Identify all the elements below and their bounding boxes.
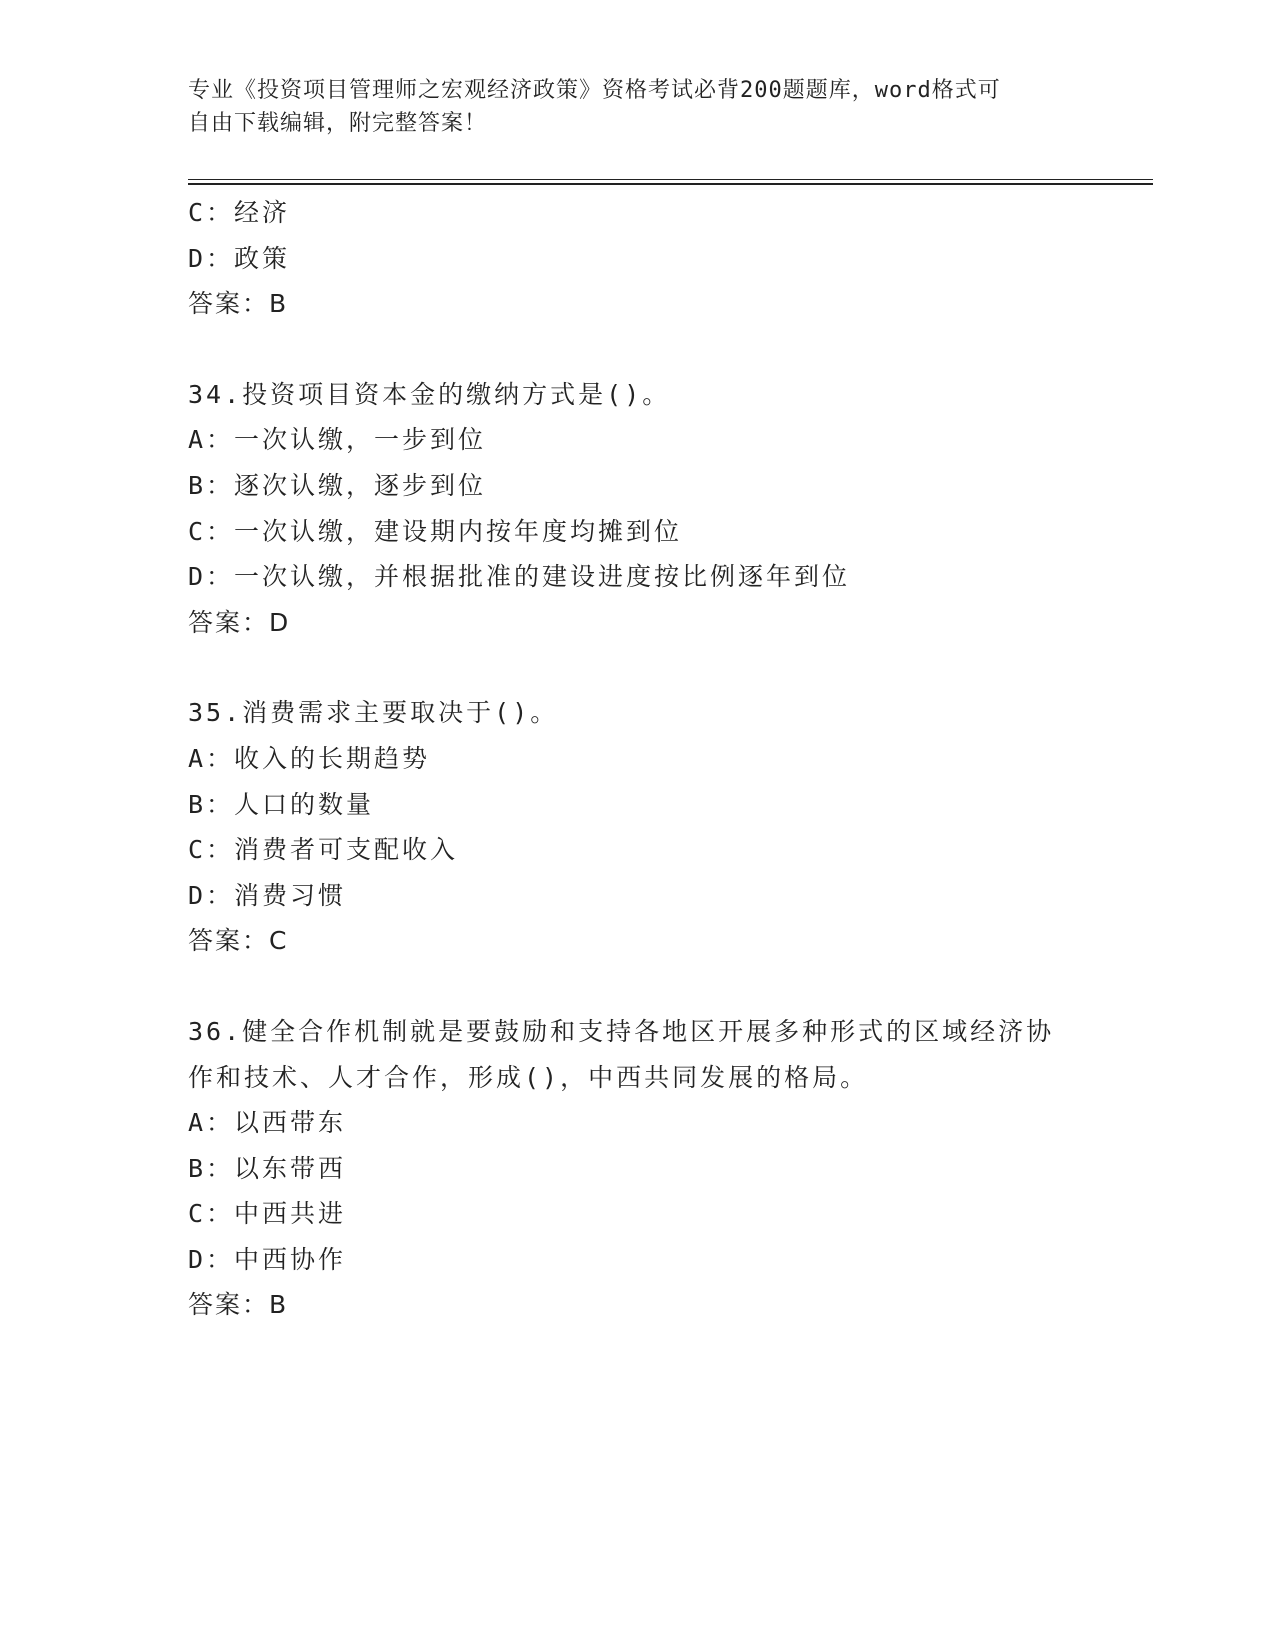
option-b: B：人口的数量: [188, 789, 375, 819]
question-36: [188, 1009, 1088, 1328]
answer-line: 答案：C: [188, 926, 289, 956]
question-35: [188, 690, 1088, 964]
question-text: 35.消费需求主要取决于()。: [188, 698, 559, 728]
option-a: A：收入的长期趋势: [188, 743, 431, 773]
option-d: D：中西协作: [188, 1244, 347, 1274]
option-c: C：中西共进: [188, 1199, 347, 1229]
answer-line: 答案：B: [188, 289, 289, 319]
option-d: D：一次认缴，并根据批准的建设进度按比例逐年到位: [188, 562, 851, 592]
question-text-line-2: 作和技术、人才合作，形成()，中西共同发展的格局。: [188, 1062, 869, 1092]
answer-line: 答案：D: [188, 607, 291, 637]
option-a: A：一次认缴，一步到位: [188, 425, 487, 455]
header-divider: [188, 179, 1153, 185]
option-c: C：一次认缴，建设期内按年度均摊到位: [188, 516, 683, 546]
option-d: D：消费习惯: [188, 880, 347, 910]
option-d: D：政策: [188, 243, 291, 273]
page-header: [188, 74, 1088, 140]
question-34: [188, 372, 1088, 646]
question-text: 34.投资项目资本金的缴纳方式是()。: [188, 379, 671, 409]
option-b: B：以东带西: [188, 1153, 347, 1183]
option-a: A：以西带东: [188, 1108, 347, 1138]
option-c: C：经济: [188, 198, 291, 227]
carryover-block: [188, 190, 1088, 327]
option-b: B：逐次认缴，逐步到位: [188, 470, 487, 500]
option-c: C：消费者可支配收入: [188, 835, 459, 865]
question-content: [188, 190, 1088, 1373]
answer-line: 答案：B: [188, 1290, 289, 1320]
header-line-2: 自由下载编辑，附完整答案！: [188, 111, 488, 136]
header-line-1: 专业《投资项目管理师之宏观经济政策》资格考试必背200题题库，word格式可: [188, 78, 1001, 103]
question-text-line-1: 36.健全合作机制就是要鼓励和支持各地区开展多种形式的区域经济协: [188, 1016, 1055, 1046]
